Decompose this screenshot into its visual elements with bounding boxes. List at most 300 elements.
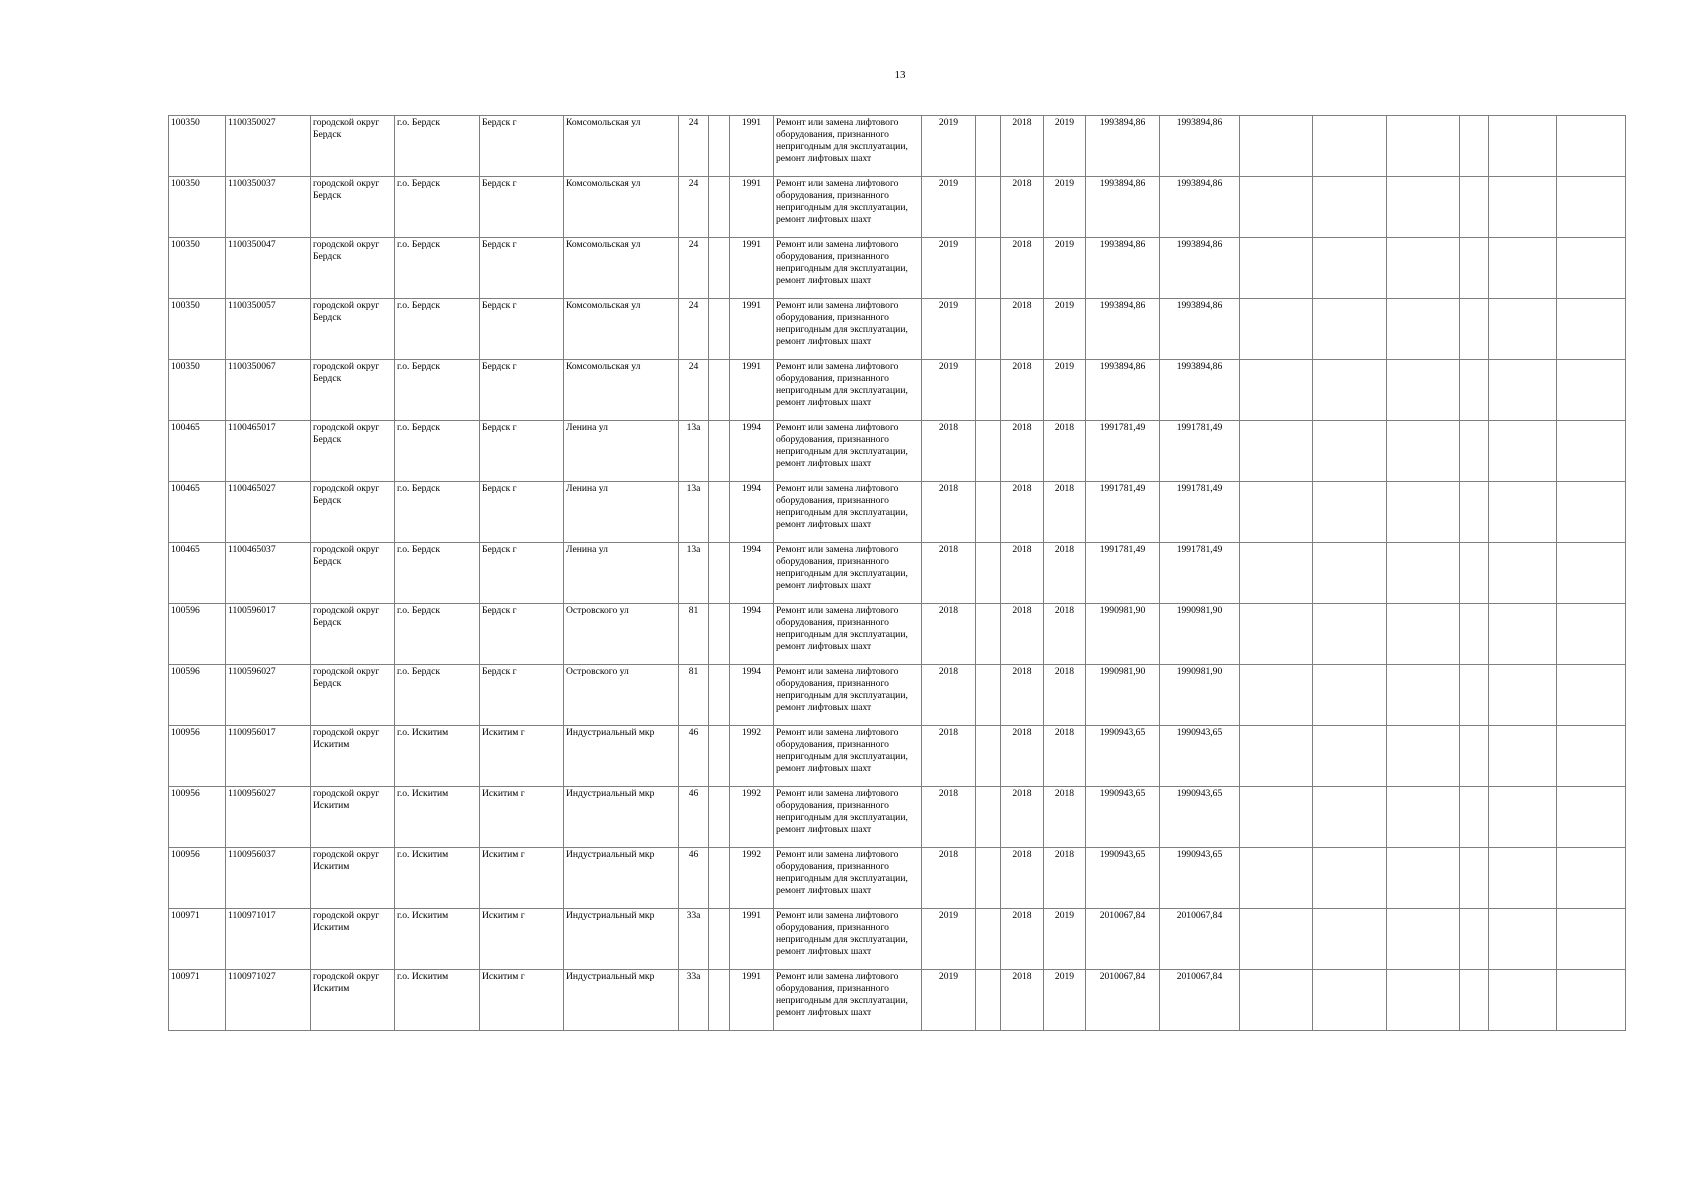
plan-year-cell: 2019 — [922, 360, 976, 421]
period-end-cell: 2018 — [1044, 787, 1086, 848]
locality-cell: Бердск г — [480, 299, 564, 360]
cost-cell: 1993894,86 — [1086, 116, 1160, 177]
empty-cell — [1460, 848, 1489, 909]
build-year-cell: 1994 — [730, 665, 774, 726]
locality-cell: Бердск г — [480, 177, 564, 238]
total-cost-cell: 1993894,86 — [1160, 360, 1240, 421]
object-code-cell: 1100956037 — [226, 848, 311, 909]
municipality-cell: городской округ Искитим — [311, 848, 395, 909]
district-cell: г.о. Бердск — [395, 543, 480, 604]
empty-cell — [1387, 360, 1460, 421]
object-code-cell: 1100596017 — [226, 604, 311, 665]
work-type-cell: Ремонт или замена лифтового оборудования, признанного непригодным для эксплуатации, ремонт лифтовых шахт — [774, 482, 922, 543]
district-cell: г.о. Бердск — [395, 665, 480, 726]
extra-cell — [976, 726, 1001, 787]
cost-cell: 1991781,49 — [1086, 543, 1160, 604]
cost-cell: 1990943,65 — [1086, 848, 1160, 909]
empty-cell — [1240, 299, 1313, 360]
total-cost-cell: 1993894,86 — [1160, 116, 1240, 177]
empty-cell — [1240, 848, 1313, 909]
period-end-cell: 2018 — [1044, 421, 1086, 482]
house-number-cell: 46 — [679, 726, 709, 787]
building-cell — [709, 482, 730, 543]
empty-cell — [1240, 177, 1313, 238]
work-type-cell: Ремонт или замена лифтового оборудования, признанного непригодным для эксплуатации, ремонт лифтовых шахт — [774, 970, 922, 1031]
empty-cell — [1557, 543, 1626, 604]
work-type-cell: Ремонт или замена лифтового оборудования, признанного непригодным для эксплуатации, ремонт лифтовых шахт — [774, 604, 922, 665]
empty-cell — [1313, 604, 1387, 665]
cost-cell: 1993894,86 — [1086, 299, 1160, 360]
extra-cell — [976, 482, 1001, 543]
house-id-cell: 100956 — [169, 726, 226, 787]
locality-cell: Бердск г — [480, 360, 564, 421]
building-cell — [709, 787, 730, 848]
cost-cell: 1991781,49 — [1086, 482, 1160, 543]
house-number-cell: 46 — [679, 787, 709, 848]
extra-cell — [976, 421, 1001, 482]
period-start-cell: 2018 — [1001, 604, 1044, 665]
municipality-cell: городской округ Бердск — [311, 360, 395, 421]
work-type-cell: Ремонт или замена лифтового оборудования, признанного непригодным для эксплуатации, ремонт лифтовых шахт — [774, 787, 922, 848]
house-number-cell: 24 — [679, 116, 709, 177]
object-code-cell: 1100350067 — [226, 360, 311, 421]
total-cost-cell: 1993894,86 — [1160, 238, 1240, 299]
period-end-cell: 2019 — [1044, 177, 1086, 238]
empty-cell — [1313, 787, 1387, 848]
total-cost-cell: 1991781,49 — [1160, 543, 1240, 604]
building-cell — [709, 421, 730, 482]
empty-cell — [1240, 970, 1313, 1031]
table-row — [169, 726, 1626, 787]
empty-cell — [1240, 238, 1313, 299]
period-start-cell: 2018 — [1001, 238, 1044, 299]
empty-cell — [1240, 421, 1313, 482]
extra-cell — [976, 177, 1001, 238]
empty-cell — [1460, 299, 1489, 360]
house-id-cell: 100350 — [169, 299, 226, 360]
empty-cell — [1313, 726, 1387, 787]
total-cost-cell: 1990981,90 — [1160, 604, 1240, 665]
empty-cell — [1387, 665, 1460, 726]
district-cell: г.о. Искитим — [395, 848, 480, 909]
object-code-cell: 1100596027 — [226, 665, 311, 726]
locality-cell: Искитим г — [480, 726, 564, 787]
building-cell — [709, 909, 730, 970]
empty-cell — [1240, 909, 1313, 970]
period-start-cell: 2018 — [1001, 299, 1044, 360]
street-cell: Индустриальный мкр — [564, 787, 679, 848]
district-cell: г.о. Бердск — [395, 482, 480, 543]
empty-cell — [1489, 909, 1557, 970]
empty-cell — [1460, 665, 1489, 726]
period-end-cell: 2019 — [1044, 909, 1086, 970]
work-type-cell: Ремонт или замена лифтового оборудования, признанного непригодным для эксплуатации, ремонт лифтовых шахт — [774, 543, 922, 604]
municipality-cell: городской округ Бердск — [311, 421, 395, 482]
cost-cell: 1993894,86 — [1086, 238, 1160, 299]
plan-year-cell: 2018 — [922, 421, 976, 482]
total-cost-cell: 2010067,84 — [1160, 909, 1240, 970]
period-start-cell: 2018 — [1001, 177, 1044, 238]
build-year-cell: 1991 — [730, 970, 774, 1031]
empty-cell — [1460, 726, 1489, 787]
street-cell: Индустриальный мкр — [564, 726, 679, 787]
empty-cell — [1489, 482, 1557, 543]
table-row — [169, 238, 1626, 299]
period-start-cell: 2018 — [1001, 726, 1044, 787]
period-start-cell: 2018 — [1001, 543, 1044, 604]
work-type-cell: Ремонт или замена лифтового оборудования, признанного непригодным для эксплуатации, ремонт лифтовых шахт — [774, 421, 922, 482]
object-code-cell: 1100465037 — [226, 543, 311, 604]
street-cell: Островского ул — [564, 665, 679, 726]
empty-cell — [1313, 665, 1387, 726]
extra-cell — [976, 787, 1001, 848]
house-id-cell: 100465 — [169, 421, 226, 482]
empty-cell — [1313, 482, 1387, 543]
total-cost-cell: 1990943,65 — [1160, 787, 1240, 848]
house-number-cell: 24 — [679, 238, 709, 299]
empty-cell — [1240, 665, 1313, 726]
building-cell — [709, 665, 730, 726]
work-type-cell: Ремонт или замена лифтового оборудования, признанного непригодным для эксплуатации, ремонт лифтовых шахт — [774, 726, 922, 787]
empty-cell — [1387, 299, 1460, 360]
object-code-cell: 1100956017 — [226, 726, 311, 787]
empty-cell — [1489, 421, 1557, 482]
period-start-cell: 2018 — [1001, 665, 1044, 726]
street-cell: Комсомольская ул — [564, 177, 679, 238]
empty-cell — [1460, 238, 1489, 299]
table-row — [169, 970, 1626, 1031]
build-year-cell: 1991 — [730, 116, 774, 177]
house-id-cell: 100956 — [169, 787, 226, 848]
street-cell: Ленина ул — [564, 543, 679, 604]
empty-cell — [1240, 543, 1313, 604]
house-id-cell: 100956 — [169, 848, 226, 909]
extra-cell — [976, 604, 1001, 665]
house-number-cell: 13а — [679, 421, 709, 482]
district-cell: г.о. Бердск — [395, 116, 480, 177]
empty-cell — [1313, 421, 1387, 482]
period-end-cell: 2018 — [1044, 665, 1086, 726]
empty-cell — [1460, 116, 1489, 177]
house-number-cell: 24 — [679, 299, 709, 360]
building-cell — [709, 238, 730, 299]
table-row — [169, 787, 1626, 848]
street-cell: Ленина ул — [564, 482, 679, 543]
period-end-cell: 2019 — [1044, 116, 1086, 177]
empty-cell — [1387, 543, 1460, 604]
period-end-cell: 2018 — [1044, 848, 1086, 909]
empty-cell — [1557, 360, 1626, 421]
empty-cell — [1557, 909, 1626, 970]
empty-cell — [1387, 726, 1460, 787]
table-row — [169, 848, 1626, 909]
empty-cell — [1387, 238, 1460, 299]
plan-year-cell: 2019 — [922, 238, 976, 299]
registry-body — [169, 116, 1626, 1031]
table-row — [169, 665, 1626, 726]
empty-cell — [1240, 360, 1313, 421]
district-cell: г.о. Бердск — [395, 604, 480, 665]
locality-cell: Искитим г — [480, 970, 564, 1031]
empty-cell — [1313, 238, 1387, 299]
extra-cell — [976, 360, 1001, 421]
empty-cell — [1460, 604, 1489, 665]
district-cell: г.о. Бердск — [395, 177, 480, 238]
build-year-cell: 1991 — [730, 360, 774, 421]
period-start-cell: 2018 — [1001, 787, 1044, 848]
house-id-cell: 100465 — [169, 543, 226, 604]
plan-year-cell: 2018 — [922, 604, 976, 665]
empty-cell — [1489, 543, 1557, 604]
cost-cell: 1990943,65 — [1086, 787, 1160, 848]
empty-cell — [1387, 970, 1460, 1031]
object-code-cell: 1100350027 — [226, 116, 311, 177]
empty-cell — [1387, 177, 1460, 238]
street-cell: Комсомольская ул — [564, 360, 679, 421]
build-year-cell: 1994 — [730, 604, 774, 665]
district-cell: г.о. Искитим — [395, 909, 480, 970]
period-start-cell: 2018 — [1001, 482, 1044, 543]
period-end-cell: 2018 — [1044, 543, 1086, 604]
empty-cell — [1460, 909, 1489, 970]
empty-cell — [1557, 482, 1626, 543]
municipality-cell: городской округ Искитим — [311, 787, 395, 848]
cost-cell: 1993894,86 — [1086, 360, 1160, 421]
locality-cell: Бердск г — [480, 543, 564, 604]
empty-cell — [1557, 421, 1626, 482]
plan-year-cell: 2018 — [922, 482, 976, 543]
empty-cell — [1460, 421, 1489, 482]
extra-cell — [976, 665, 1001, 726]
build-year-cell: 1991 — [730, 238, 774, 299]
cost-cell: 1990981,90 — [1086, 604, 1160, 665]
house-id-cell: 100971 — [169, 970, 226, 1031]
table-row — [169, 421, 1626, 482]
plan-year-cell: 2019 — [922, 299, 976, 360]
period-end-cell: 2018 — [1044, 482, 1086, 543]
house-number-cell: 13а — [679, 482, 709, 543]
table-row — [169, 116, 1626, 177]
building-cell — [709, 360, 730, 421]
district-cell: г.о. Бердск — [395, 299, 480, 360]
empty-cell — [1240, 116, 1313, 177]
empty-cell — [1557, 665, 1626, 726]
empty-cell — [1557, 970, 1626, 1031]
house-id-cell: 100350 — [169, 116, 226, 177]
cost-cell: 1993894,86 — [1086, 177, 1160, 238]
municipality-cell: городской округ Бердск — [311, 238, 395, 299]
empty-cell — [1557, 238, 1626, 299]
empty-cell — [1489, 848, 1557, 909]
work-type-cell: Ремонт или замена лифтового оборудования, признанного непригодным для эксплуатации, ремонт лифтовых шахт — [774, 360, 922, 421]
empty-cell — [1489, 787, 1557, 848]
extra-cell — [976, 970, 1001, 1031]
period-end-cell: 2019 — [1044, 970, 1086, 1031]
object-code-cell: 1100350057 — [226, 299, 311, 360]
empty-cell — [1313, 848, 1387, 909]
table-row — [169, 909, 1626, 970]
build-year-cell: 1992 — [730, 848, 774, 909]
empty-cell — [1489, 116, 1557, 177]
plan-year-cell: 2018 — [922, 665, 976, 726]
empty-cell — [1460, 787, 1489, 848]
house-number-cell: 24 — [679, 177, 709, 238]
empty-cell — [1489, 177, 1557, 238]
empty-cell — [1313, 299, 1387, 360]
empty-cell — [1387, 909, 1460, 970]
build-year-cell: 1994 — [730, 482, 774, 543]
empty-cell — [1557, 604, 1626, 665]
object-code-cell: 1100956027 — [226, 787, 311, 848]
extra-cell — [976, 543, 1001, 604]
empty-cell — [1557, 116, 1626, 177]
house-number-cell: 46 — [679, 848, 709, 909]
plan-year-cell: 2019 — [922, 970, 976, 1031]
period-end-cell: 2019 — [1044, 238, 1086, 299]
district-cell: г.о. Искитим — [395, 970, 480, 1031]
building-cell — [709, 970, 730, 1031]
street-cell: Комсомольская ул — [564, 299, 679, 360]
cost-cell: 2010067,84 — [1086, 909, 1160, 970]
empty-cell — [1240, 482, 1313, 543]
plan-year-cell: 2018 — [922, 787, 976, 848]
period-start-cell: 2018 — [1001, 360, 1044, 421]
period-end-cell: 2018 — [1044, 604, 1086, 665]
cost-cell: 1990981,90 — [1086, 665, 1160, 726]
building-cell — [709, 543, 730, 604]
house-number-cell: 33а — [679, 970, 709, 1031]
locality-cell: Бердск г — [480, 116, 564, 177]
empty-cell — [1387, 604, 1460, 665]
extra-cell — [976, 116, 1001, 177]
object-code-cell: 1100465027 — [226, 482, 311, 543]
street-cell: Островского ул — [564, 604, 679, 665]
locality-cell: Бердск г — [480, 238, 564, 299]
building-cell — [709, 177, 730, 238]
empty-cell — [1557, 177, 1626, 238]
house-id-cell: 100596 — [169, 665, 226, 726]
empty-cell — [1387, 421, 1460, 482]
empty-cell — [1387, 848, 1460, 909]
empty-cell — [1313, 360, 1387, 421]
object-code-cell: 1100350047 — [226, 238, 311, 299]
locality-cell: Искитим г — [480, 787, 564, 848]
page-number: 13 — [894, 69, 906, 81]
cost-cell: 1991781,49 — [1086, 421, 1160, 482]
house-number-cell: 81 — [679, 665, 709, 726]
empty-cell — [1489, 970, 1557, 1031]
empty-cell — [1460, 482, 1489, 543]
district-cell: г.о. Бердск — [395, 238, 480, 299]
work-type-cell: Ремонт или замена лифтового оборудования, признанного непригодным для эксплуатации, ремонт лифтовых шахт — [774, 848, 922, 909]
table-row — [169, 299, 1626, 360]
municipality-cell: городской округ Бердск — [311, 299, 395, 360]
district-cell: г.о. Бердск — [395, 421, 480, 482]
empty-cell — [1240, 726, 1313, 787]
house-id-cell: 100971 — [169, 909, 226, 970]
empty-cell — [1387, 787, 1460, 848]
municipality-cell: городской округ Бердск — [311, 604, 395, 665]
table-row — [169, 482, 1626, 543]
work-type-cell: Ремонт или замена лифтового оборудования, признанного непригодным для эксплуатации, ремонт лифтовых шахт — [774, 299, 922, 360]
total-cost-cell: 1991781,49 — [1160, 482, 1240, 543]
extra-cell — [976, 848, 1001, 909]
street-cell: Индустриальный мкр — [564, 970, 679, 1031]
object-code-cell: 1100971017 — [226, 909, 311, 970]
house-id-cell: 100350 — [169, 360, 226, 421]
empty-cell — [1387, 482, 1460, 543]
table-row — [169, 604, 1626, 665]
build-year-cell: 1991 — [730, 299, 774, 360]
district-cell: г.о. Бердск — [395, 360, 480, 421]
empty-cell — [1240, 604, 1313, 665]
building-cell — [709, 116, 730, 177]
street-cell: Индустриальный мкр — [564, 848, 679, 909]
period-start-cell: 2018 — [1001, 970, 1044, 1031]
cost-cell: 1990943,65 — [1086, 726, 1160, 787]
district-cell: г.о. Искитим — [395, 787, 480, 848]
work-type-cell: Ремонт или замена лифтового оборудования, признанного непригодным для эксплуатации, ремонт лифтовых шахт — [774, 665, 922, 726]
table-row — [169, 177, 1626, 238]
build-year-cell: 1994 — [730, 421, 774, 482]
empty-cell — [1557, 848, 1626, 909]
locality-cell: Искитим г — [480, 848, 564, 909]
period-end-cell: 2018 — [1044, 726, 1086, 787]
total-cost-cell: 1990981,90 — [1160, 665, 1240, 726]
empty-cell — [1557, 299, 1626, 360]
locality-cell: Бердск г — [480, 482, 564, 543]
plan-year-cell: 2019 — [922, 116, 976, 177]
extra-cell — [976, 238, 1001, 299]
house-id-cell: 100350 — [169, 238, 226, 299]
total-cost-cell: 1993894,86 — [1160, 177, 1240, 238]
build-year-cell: 1994 — [730, 543, 774, 604]
street-cell: Ленина ул — [564, 421, 679, 482]
period-start-cell: 2018 — [1001, 116, 1044, 177]
plan-year-cell: 2019 — [922, 177, 976, 238]
empty-cell — [1460, 177, 1489, 238]
municipality-cell: городской округ Искитим — [311, 909, 395, 970]
municipality-cell: городской округ Бердск — [311, 177, 395, 238]
building-cell — [709, 726, 730, 787]
empty-cell — [1489, 726, 1557, 787]
total-cost-cell: 1990943,65 — [1160, 726, 1240, 787]
empty-cell — [1460, 543, 1489, 604]
locality-cell: Бердск г — [480, 604, 564, 665]
build-year-cell: 1992 — [730, 787, 774, 848]
house-id-cell: 100596 — [169, 604, 226, 665]
period-end-cell: 2019 — [1044, 299, 1086, 360]
table-row — [169, 543, 1626, 604]
building-cell — [709, 604, 730, 665]
plan-year-cell: 2018 — [922, 726, 976, 787]
house-number-cell: 13а — [679, 543, 709, 604]
municipality-cell: городской округ Искитим — [311, 726, 395, 787]
object-code-cell: 1100971027 — [226, 970, 311, 1031]
empty-cell — [1460, 360, 1489, 421]
empty-cell — [1557, 726, 1626, 787]
table-row — [169, 360, 1626, 421]
empty-cell — [1489, 238, 1557, 299]
empty-cell — [1313, 116, 1387, 177]
house-number-cell: 81 — [679, 604, 709, 665]
municipality-cell: городской округ Бердск — [311, 116, 395, 177]
extra-cell — [976, 909, 1001, 970]
locality-cell: Искитим г — [480, 909, 564, 970]
empty-cell — [1460, 970, 1489, 1031]
period-start-cell: 2018 — [1001, 909, 1044, 970]
street-cell: Индустриальный мкр — [564, 909, 679, 970]
